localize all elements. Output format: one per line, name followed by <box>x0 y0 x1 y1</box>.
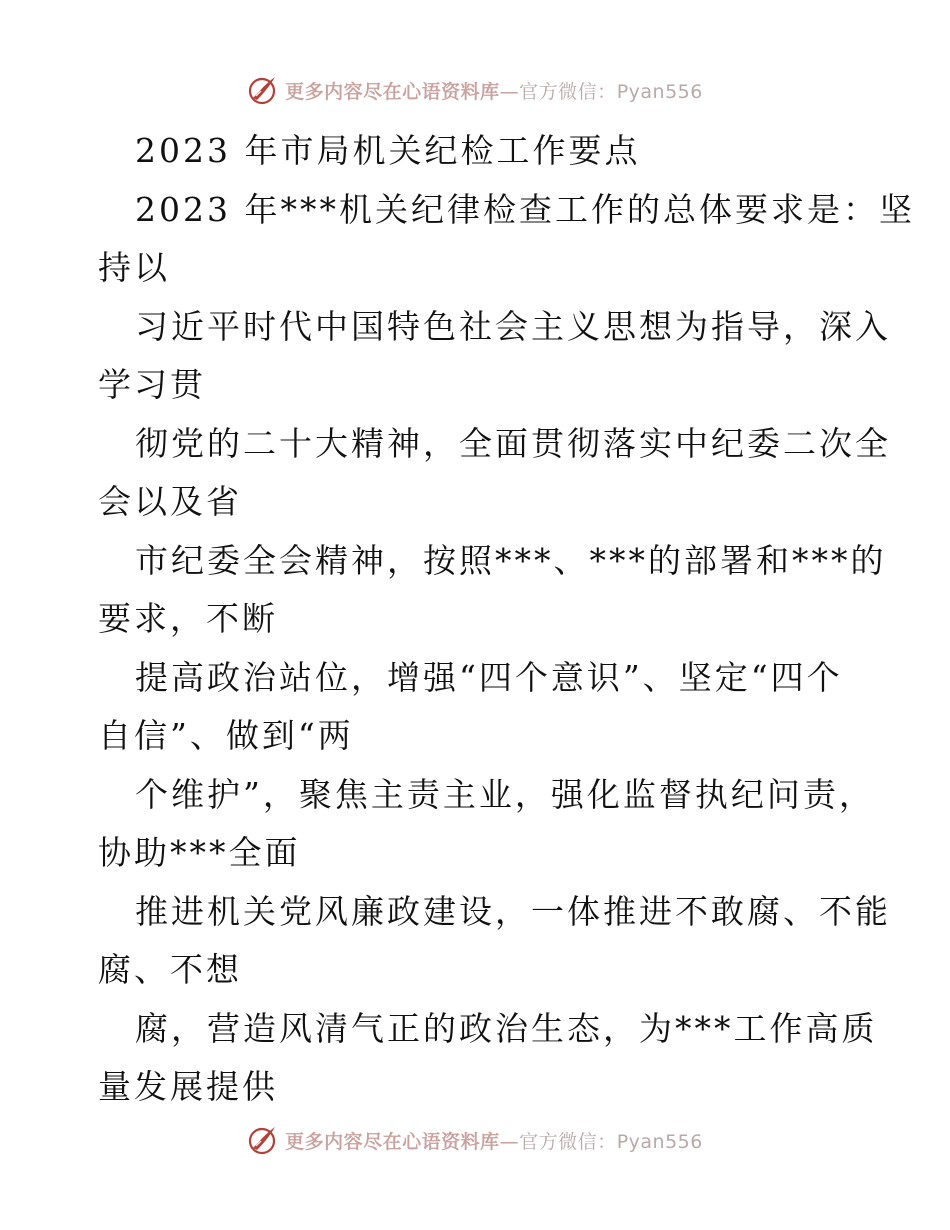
quill-pen-seal-icon <box>247 1124 279 1156</box>
watermark-text <box>285 77 703 104</box>
header-watermark <box>0 70 950 110</box>
watermark-wechat-label: 官方微信： <box>519 80 617 103</box>
watermark-dash: — <box>499 1130 520 1153</box>
paragraph-line: 个维护”，聚焦主责主业，强化监督执纪问责， <box>135 774 875 814</box>
paragraph-line: 推进机关党风廉政建设，一体推进不敢腐、不能 <box>135 891 891 931</box>
footer-watermark <box>0 1120 950 1160</box>
paragraph-line: 腐，营造风清气正的政治生态，为***工作高质 <box>135 1008 878 1048</box>
paragraph-line: 2023 年***机关纪律检查工作的总体要求是：坚 <box>135 189 915 229</box>
paragraph-line: 持以 <box>98 248 170 287</box>
watermark-wechat-id: Pyan556 <box>616 1130 703 1153</box>
paragraph-line: 腐、不想 <box>98 950 242 989</box>
paragraph-line: 市纪委全会精神，按照***、***的部署和***的 <box>135 540 887 580</box>
paragraph-line: 彻党的二十大精神，全面贯彻落实中纪委二次全 <box>135 423 891 463</box>
watermark-wechat-id: Pyan556 <box>616 80 703 103</box>
quill-pen-seal-icon <box>247 74 279 106</box>
paragraph-line: 自信”、做到“两 <box>98 716 354 755</box>
watermark-wechat-label: 官方微信： <box>519 1130 617 1153</box>
document-body <box>98 122 915 1117</box>
paragraph-line: 会以及省 <box>98 482 242 521</box>
paragraph-line: 习近平时代中国特色社会主义思想为指导，深入 <box>135 306 891 346</box>
watermark-dash: — <box>499 80 520 103</box>
paragraph-line: 量发展提供 <box>98 1067 278 1106</box>
paragraph-line: 提高政治站位，增强“四个意识”、坚定“四个 <box>135 657 843 697</box>
watermark-brand: 更多内容尽在心语资料库 <box>285 1130 500 1153</box>
watermark-brand: 更多内容尽在心语资料库 <box>285 80 500 103</box>
paragraph-line: 协助***全面 <box>98 833 301 872</box>
paragraph-line: 学习贯 <box>98 365 206 404</box>
watermark-text <box>285 1127 703 1154</box>
document-title: 2023 年市局机关纪检工作要点 <box>135 131 641 170</box>
paragraph-line: 要求，不断 <box>98 599 278 638</box>
